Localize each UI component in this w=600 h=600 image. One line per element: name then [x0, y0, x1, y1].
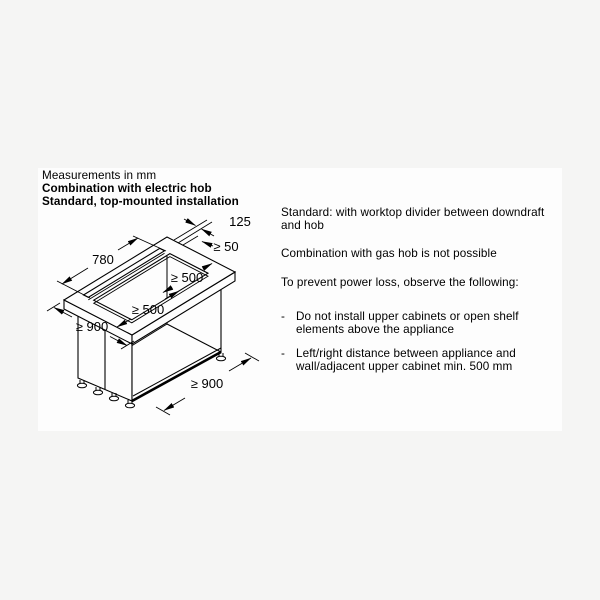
dimension-label-900-width: ≥ 900: [190, 376, 224, 391]
bullet-side-distance-line2: wall/adjacent upper cabinet min. 500 mm: [296, 360, 513, 374]
dimension-label-50: ≥ 50: [213, 239, 239, 254]
paragraph-standard-line2: and hob: [281, 219, 324, 233]
paragraph-standard-line1: Standard: with worktop divider between downdraft: [281, 206, 545, 219]
dimension-label-125: 125: [229, 214, 251, 229]
bullet-upper-cabinets-line2: elements above the appliance: [296, 323, 455, 337]
bullet-side-distance: [281, 347, 563, 373]
section-title-line1: Combination with electric hob: [42, 182, 212, 196]
bullet-side-distance-text: [296, 347, 563, 373]
dimension-label-500-left: ≥ 500: [131, 302, 165, 317]
paragraph-standard: [281, 206, 563, 232]
bullet-dash: -: [281, 347, 285, 361]
bullet-upper-cabinets-text: [296, 310, 563, 336]
paragraph-power-loss: To prevent power loss, observe the following:: [281, 275, 519, 289]
bullet-upper-cabinets-line1: Do not install upper cabinets or open shelf: [296, 309, 519, 323]
dimension-label-500-right: ≥ 500: [170, 270, 204, 285]
bullet-dash: -: [281, 309, 285, 323]
dimension-label-780: 780: [92, 252, 114, 267]
bullet-upper-cabinets: [281, 310, 563, 336]
bullet-side-distance-line1: Left/right distance between appliance and: [296, 347, 516, 361]
instructions-column: [281, 206, 563, 374]
paragraph-gas-hob: Combination with gas hob is not possible: [281, 247, 497, 261]
measurements-note: Measurements in mm: [42, 169, 157, 182]
dimension-label-900-height: ≥ 900: [75, 319, 109, 334]
section-title-line2: Standard, top-mounted installation: [42, 195, 239, 209]
